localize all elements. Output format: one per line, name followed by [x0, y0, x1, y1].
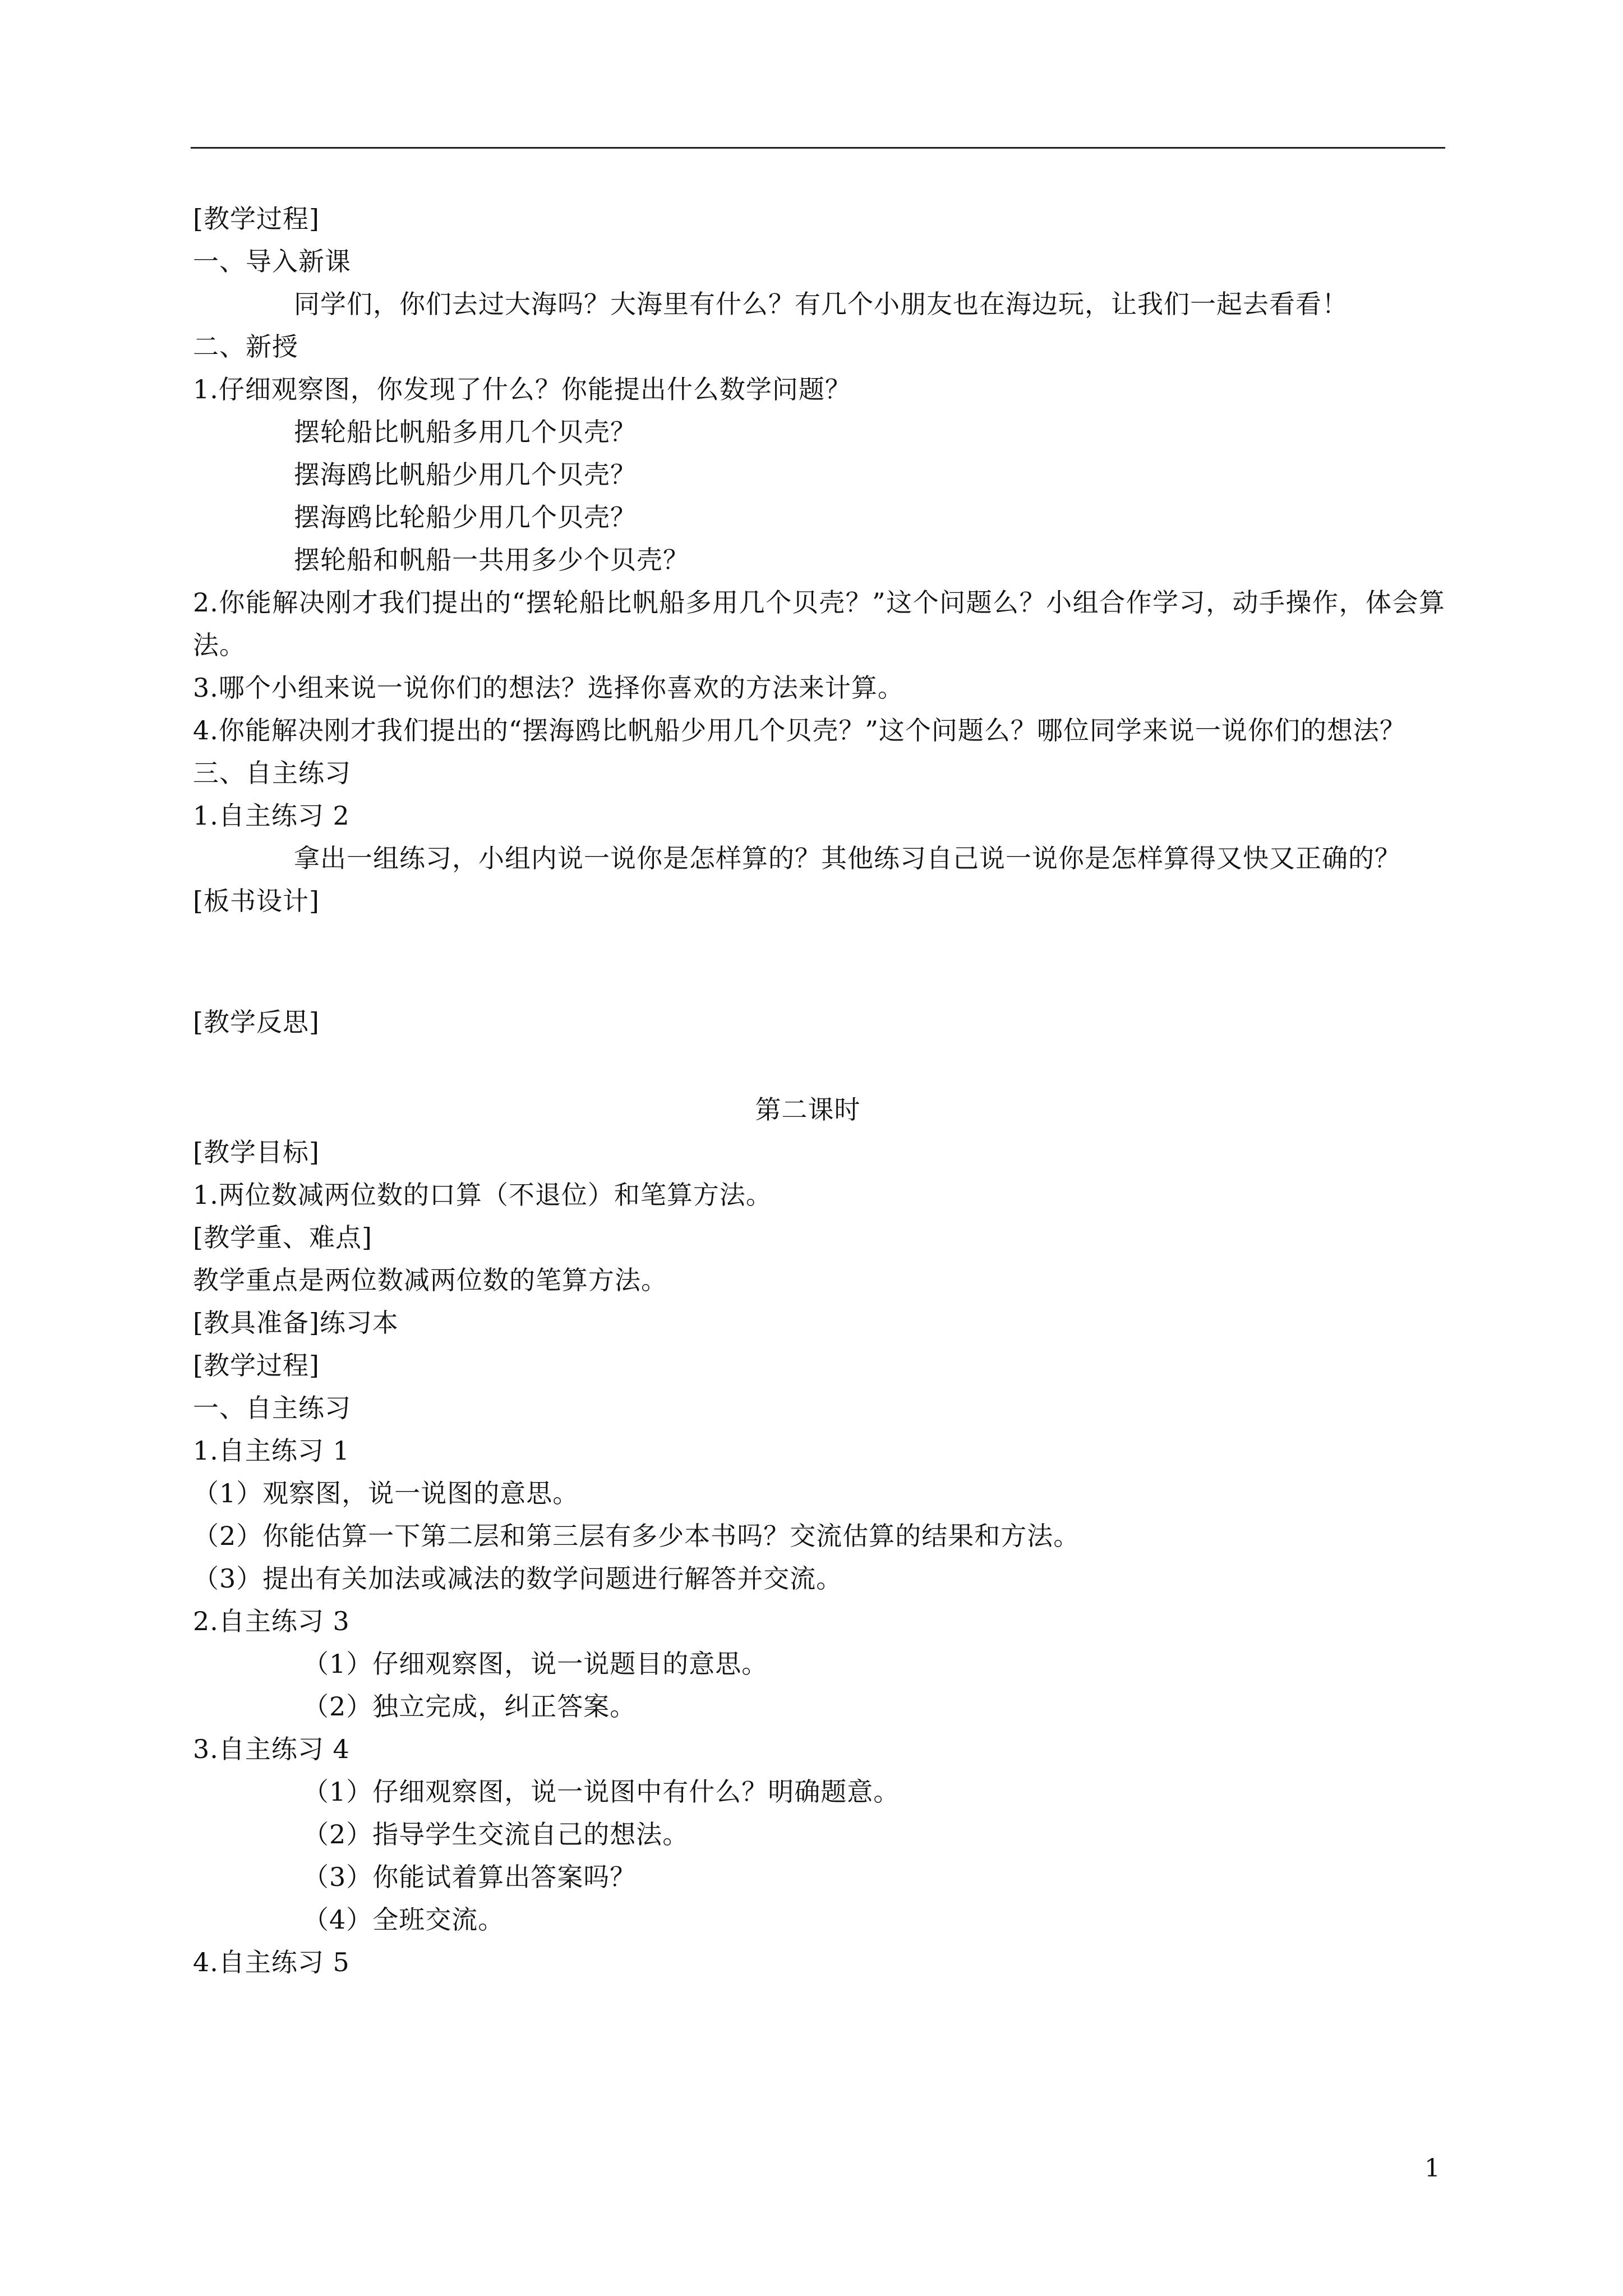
exercise-step: （1）观察图，说一说图的意思。: [193, 1478, 579, 1508]
exercise-step: （1）仔细观察图，说一说图中有什么？明确题意。: [303, 1777, 900, 1807]
exercise-title: 4.自主练习 5: [193, 1947, 350, 1977]
exercise-step: （4）全班交流。: [303, 1904, 505, 1935]
lesson-2-title: 第二课时: [755, 1094, 861, 1125]
question-item: 摆轮船和帆船一共用多少个贝壳？: [294, 545, 689, 575]
header-rule: [191, 147, 1445, 149]
blank-space: [193, 922, 1445, 1001]
section-heading-new-lesson: 二、新授: [193, 332, 298, 362]
practice-paragraph: 拿出一组练习，小组内说一说你是怎样算的？其他练习自己说一说你是怎样算得又快又正确的？: [294, 843, 1401, 873]
exercise-title: 2.自主练习 3: [193, 1606, 350, 1636]
section-heading-goals: [教学目标]: [193, 1137, 320, 1167]
section-heading-tools: [教具准备]练习本: [193, 1308, 399, 1338]
section-heading-practice: 三、自主练习: [193, 758, 351, 788]
exercise-step: （2）指导学生交流自己的想法。: [303, 1819, 689, 1849]
goal-text: 1.两位数减两位数的口算（不退位）和笔算方法。: [193, 1180, 772, 1210]
step-3-text: 3.哪个小组来说一说你们的想法？选择你喜欢的方法来计算。: [193, 673, 904, 703]
section-heading-key-points: [教学重、难点]: [193, 1222, 372, 1253]
question-item: 摆轮船比帆船多用几个贝壳？: [294, 417, 637, 447]
section-heading-practice: 一、自主练习: [193, 1393, 351, 1423]
exercise-step: （2）独立完成，纠正答案。: [303, 1691, 637, 1722]
section-heading-reflection: [教学反思]: [193, 1007, 320, 1037]
step-4-text: 4.你能解决刚才我们提出的“摆海鸥比帆船少用几个贝壳？”这个问题么？哪位同学来说一说你们的想法？: [193, 715, 1406, 746]
exercise-step: （3）你能试着算出答案吗？: [303, 1862, 637, 1892]
step-2-text: 2.你能解决刚才我们提出的“摆轮船比帆船多用几个贝壳？”这个问题么？小组合作学习，动手操作，体会算法。: [193, 587, 1445, 660]
question-item: 摆海鸥比帆船少用几个贝壳？: [294, 459, 637, 490]
question-item: 摆海鸥比轮船少用几个贝壳？: [294, 502, 637, 532]
exercise-step: （2）你能估算一下第二层和第三层有多少本书吗？交流估算的结果和方法。: [193, 1521, 1080, 1551]
exercise-step: （3）提出有关加法或减法的数学问题进行解答并交流。: [193, 1563, 843, 1594]
exercise-step: （1）仔细观察图，说一说题目的意思。: [303, 1649, 768, 1679]
practice-item-title: 1.自主练习 2: [193, 800, 350, 831]
key-points-text: 教学重点是两位数减两位数的笔算方法。: [193, 1265, 667, 1295]
section-heading-teaching-process: [教学过程]: [193, 1350, 320, 1381]
intro-paragraph: 同学们，你们去过大海吗？大海里有什么？有几个小朋友也在海边玩，让我们一起去看看！: [294, 289, 1348, 319]
section-heading-intro: 一、导入新课: [193, 246, 351, 277]
exercise-title: 3.自主练习 4: [193, 1734, 350, 1764]
step-1-text: 1.仔细观察图，你发现了什么？你能提出什么数学问题？: [193, 374, 851, 404]
document-body: [193, 197, 1445, 1984]
section-heading-teaching-process: [教学过程]: [193, 204, 320, 234]
page-number: 1: [1424, 2154, 1440, 2183]
section-heading-board-design: [板书设计]: [193, 886, 320, 916]
exercise-title: 1.自主练习 1: [193, 1435, 350, 1466]
blank-space: [193, 1043, 1445, 1088]
